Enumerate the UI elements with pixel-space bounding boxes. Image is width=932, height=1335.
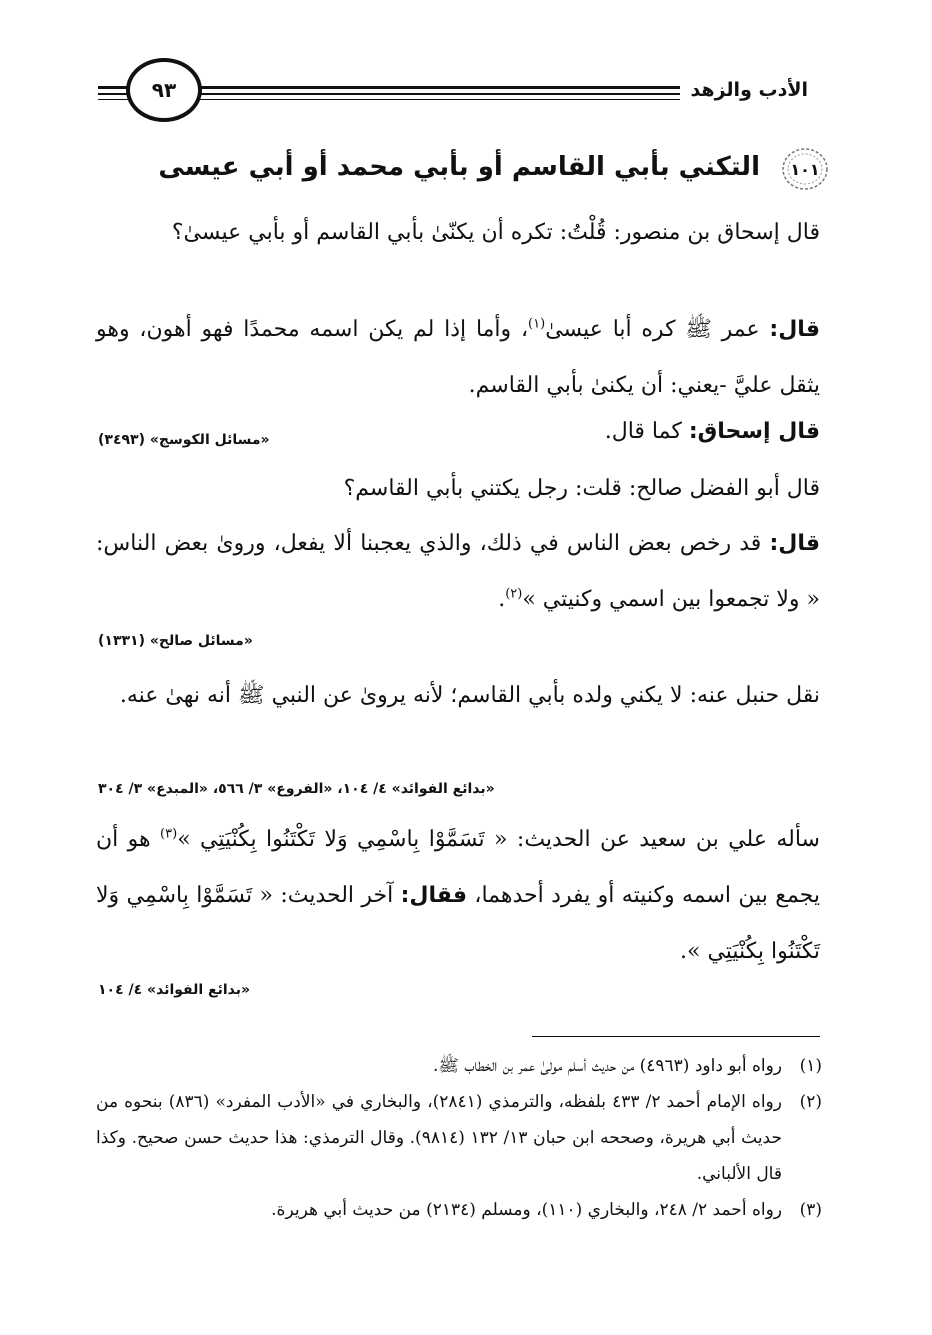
section-title: التكني بأبي القاسم أو بأبي محمد أو أبي عيسى (158, 152, 760, 182)
paragraph-text: قال إسحاق بن منصور: قُلْتُ: تكره أن يكنّىٰ بأبي القاسم أو بأبي عيسىٰ؟ (171, 220, 820, 245)
paragraph-text: نقل حنبل عنه: لا يكني ولده بأبي القاسم؛ لأنه يروىٰ عن النبي ﷺ أنه نهىٰ عنه. (119, 683, 820, 708)
footnote-text: رواه أبو داود (٤٩٦٣) من حديث أسلم مولىٰ عمر بن الخطاب ﷺ. (433, 1056, 782, 1076)
source-citation: «بدائع الفوائد» ٤/ ١٠٤ (98, 982, 251, 998)
footnote-ref[interactable]: (٣) (160, 826, 178, 842)
paragraph (96, 668, 820, 724)
footnotes (96, 1048, 822, 1228)
section-number: ١٠١ (790, 159, 820, 179)
page-number: ٩٣ (126, 58, 202, 122)
speaker-label: قال إسحاق: (688, 419, 820, 444)
paragraph-text: عمر ﷺ كره أبا عيسىٰ (545, 317, 770, 342)
paragraph (96, 812, 820, 980)
footnote-text: رواه أحمد ٢/ ٢٤٨، والبخاري (١١٠)، ومسلم (٢١٣٤) من حديث أبي هريرة. (271, 1200, 782, 1220)
footnote-number: (١) (799, 1056, 822, 1076)
footnote-ref[interactable]: (٢) (505, 586, 523, 602)
speaker-label: قال: (769, 531, 820, 556)
footnote-number: (٢) (799, 1092, 822, 1112)
section-number-badge (780, 145, 830, 193)
footnote-ref[interactable]: (١) (528, 316, 546, 332)
running-title: الأدب والزهد (680, 73, 818, 107)
footnote-number: (٣) (799, 1200, 822, 1220)
speaker-label: فقال: (400, 883, 468, 908)
source-citation: «مسائل صالح» (١٣٣١) (98, 633, 253, 649)
paragraph-text: ، وأما إذا لم يكن اسمه محمدًا فهو أهون، وهو يثقل عليَّ -يعني: أن يكنىٰ بأبي القاسم. (96, 317, 820, 398)
paragraph (96, 461, 820, 517)
paragraph-text: آخر الحديث: « تَسَمَّوْا بِاسْمِي وَلا تَكْتَنُوا بِكُنْيَتِي ». (96, 883, 820, 964)
footnote-text: رواه الإمام أحمد ٢/ ٤٣٣ بلفظه، والترمذي (٢٨٤١)، والبخاري في «الأدب المفرد» (٨٣٦) بنحوه من حديث أبي هريرة، وصححه ابن حبان ١٣/ ١٣٢ (٩٨١٤). وقال الترمذي: هذا حديث حسن صحيح. وكذا قال الألباني. (96, 1092, 782, 1184)
source-citation: «بدائع الفوائد» ٤/ ١٠٤، «الفروع» ٣/ ٥٦٦، «المبدع» ٣/ ٣٠٤ (98, 781, 495, 797)
footnote (96, 1084, 822, 1192)
footnote (96, 1048, 822, 1084)
paragraph-text: . (498, 587, 506, 612)
source-citation: «مسائل الكوسج» (٣٤٩٣) (98, 432, 270, 448)
paragraph-text: هو أن يجمع بين اسمه وكنيته أو يفرد أحدهما، (96, 827, 820, 908)
paragraph (96, 516, 820, 628)
paragraph-text: قال أبو الفضل صالح: قلت: رجل يكتني بأبي القاسم؟ (343, 476, 820, 501)
paragraph (96, 205, 820, 261)
paragraph-text: قد رخص بعض الناس في ذلك، والذي يعجبنا ألا يفعل، وروىٰ بعض الناس: « ولا تجمعوا بين اسمي وكنيتي » (96, 531, 820, 612)
paragraph (96, 302, 820, 414)
paragraph-text: سأله علي بن سعيد عن الحديث: « تَسَمَّوْا بِاسْمِي وَلا تَكْتَنُوا بِكُنْيَتِي » (177, 827, 820, 852)
paragraph-text: كما قال. (604, 419, 689, 444)
speaker-label: قال: (769, 317, 820, 342)
footnote-divider (532, 1036, 820, 1037)
footnote (96, 1192, 822, 1228)
